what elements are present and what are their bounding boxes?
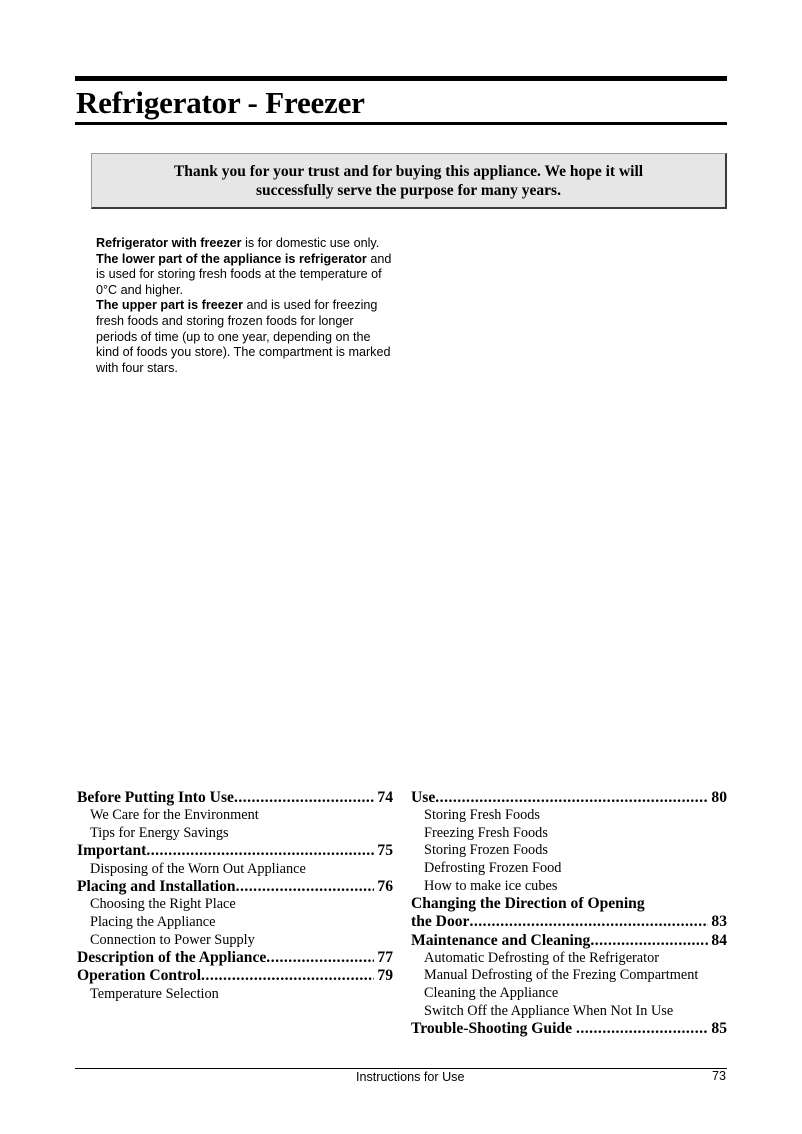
toc-page-number: 85 — [711, 1020, 727, 1038]
intro-text-2: and is used for storing fresh foods at the temperature of 0°C and higher. — [96, 251, 392, 297]
toc-subentry: Manual Defrosting of the Frezing Compartment — [424, 967, 699, 984]
toc-entry-title: Trouble-Shooting Guide — [411, 1020, 576, 1038]
toc-leader-dots — [236, 878, 375, 896]
intro-text-3: and is used for freezing fresh foods and storing frozen foods for longer periods of time (up to one year, depending on the kind of foods you store). The compartment is marked with four stars. — [96, 298, 391, 375]
toc-leader-dots — [469, 913, 708, 931]
toc-subentry: How to make ice cubes — [424, 877, 558, 894]
toc-leader-dots — [590, 932, 708, 950]
toc-entry[interactable] — [77, 967, 393, 985]
toc-page-number: 84 — [711, 931, 727, 949]
toc-right-column — [411, 789, 727, 1038]
intro-bold-3: The upper part is freezer — [96, 298, 243, 313]
toc-page-number: 74 — [377, 789, 393, 806]
intro-freezer — [96, 298, 396, 376]
toc-subentry: Placing the Appliance — [90, 913, 216, 930]
toc-entry-title: the Door — [411, 913, 470, 931]
intro-refrigerator — [96, 252, 396, 299]
toc-entry-title-line1[interactable]: Changing the Direction of Opening — [411, 895, 645, 913]
thank-you-box — [91, 153, 727, 209]
toc-leader-dots — [146, 842, 374, 860]
header-bottom-rule — [75, 122, 727, 125]
header-top-rule — [75, 76, 727, 81]
toc-leader-dots — [234, 789, 374, 807]
toc-subentry: Disposing of the Worn Out Appliance — [90, 860, 306, 877]
toc-entry-title: Important — [77, 842, 147, 860]
toc-page-number: 80 — [711, 789, 727, 806]
toc-leader-dots — [201, 967, 374, 985]
toc-entry[interactable] — [411, 932, 727, 950]
toc-subentry: Choosing the Right Place — [90, 896, 236, 913]
toc-subentry: Switch Off the Appliance When Not In Use — [424, 1002, 674, 1019]
footer-title: Instructions for Use — [356, 1070, 465, 1084]
page-title: Refrigerator - Freezer — [76, 85, 365, 120]
toc-entry-title: Before Putting Into Use — [77, 789, 234, 806]
toc-subentry: Defrosting Frozen Food — [424, 859, 562, 876]
toc-entry[interactable] — [411, 1020, 727, 1038]
toc-page-number: 79 — [377, 967, 393, 985]
toc-subentry: Storing Fresh Foods — [424, 807, 540, 824]
toc-subentry: Cleaning the Appliance — [424, 984, 559, 1001]
toc-left-column — [77, 789, 393, 1003]
toc-subentry: Automatic Defrosting of the Refrigerator — [424, 949, 660, 966]
toc-entry-title: Description of the Appliance — [77, 949, 267, 967]
toc-page-number: 75 — [377, 842, 393, 860]
toc-subentry: We Care for the Environment — [90, 807, 259, 824]
toc-entry-title: Use — [411, 789, 436, 806]
intro-text-1: is for domestic use only. — [241, 236, 380, 250]
toc-leader-dots — [266, 949, 374, 967]
toc-entry[interactable] — [411, 789, 727, 807]
intro-paragraph — [96, 236, 396, 376]
thank-you-line-2: successfully serve the purpose for many years. — [256, 181, 561, 199]
toc-subentry: Freezing Fresh Foods — [424, 824, 548, 841]
intro-bold-2: The lower part of the appliance is refrigerator — [96, 251, 367, 266]
toc-subentry: Temperature Selection — [90, 985, 219, 1002]
toc-subentry: Tips for Energy Savings — [90, 824, 229, 841]
toc-entry-title: Placing and Installation — [77, 878, 236, 896]
toc-entry[interactable] — [77, 949, 393, 967]
footer-rule — [75, 1068, 727, 1069]
toc-leader-dots — [576, 1020, 708, 1038]
toc-subentry: Storing Frozen Foods — [424, 842, 548, 859]
toc-entry[interactable] — [77, 878, 393, 896]
toc-leader-dots — [435, 789, 708, 807]
intro-bold-1: Refrigerator with freezer — [96, 236, 242, 250]
toc-subentry: Connection to Power Supply — [90, 931, 255, 948]
thank-you-line-1: Thank you for your trust and for buying this appliance. We hope it will — [173, 162, 644, 180]
toc-entry[interactable] — [77, 789, 393, 807]
footer-page-number: 73 — [711, 1069, 726, 1083]
toc-page-number: 83 — [711, 913, 727, 931]
toc-entry-title: Maintenance and Cleaning — [411, 931, 591, 949]
toc-entry-title: Operation Control — [77, 967, 202, 985]
toc-page-number: 76 — [377, 878, 393, 896]
toc-entry[interactable] — [77, 842, 393, 860]
intro-domestic-use — [96, 236, 396, 252]
toc-entry[interactable] — [411, 913, 727, 931]
toc-page-number: 77 — [377, 949, 393, 967]
